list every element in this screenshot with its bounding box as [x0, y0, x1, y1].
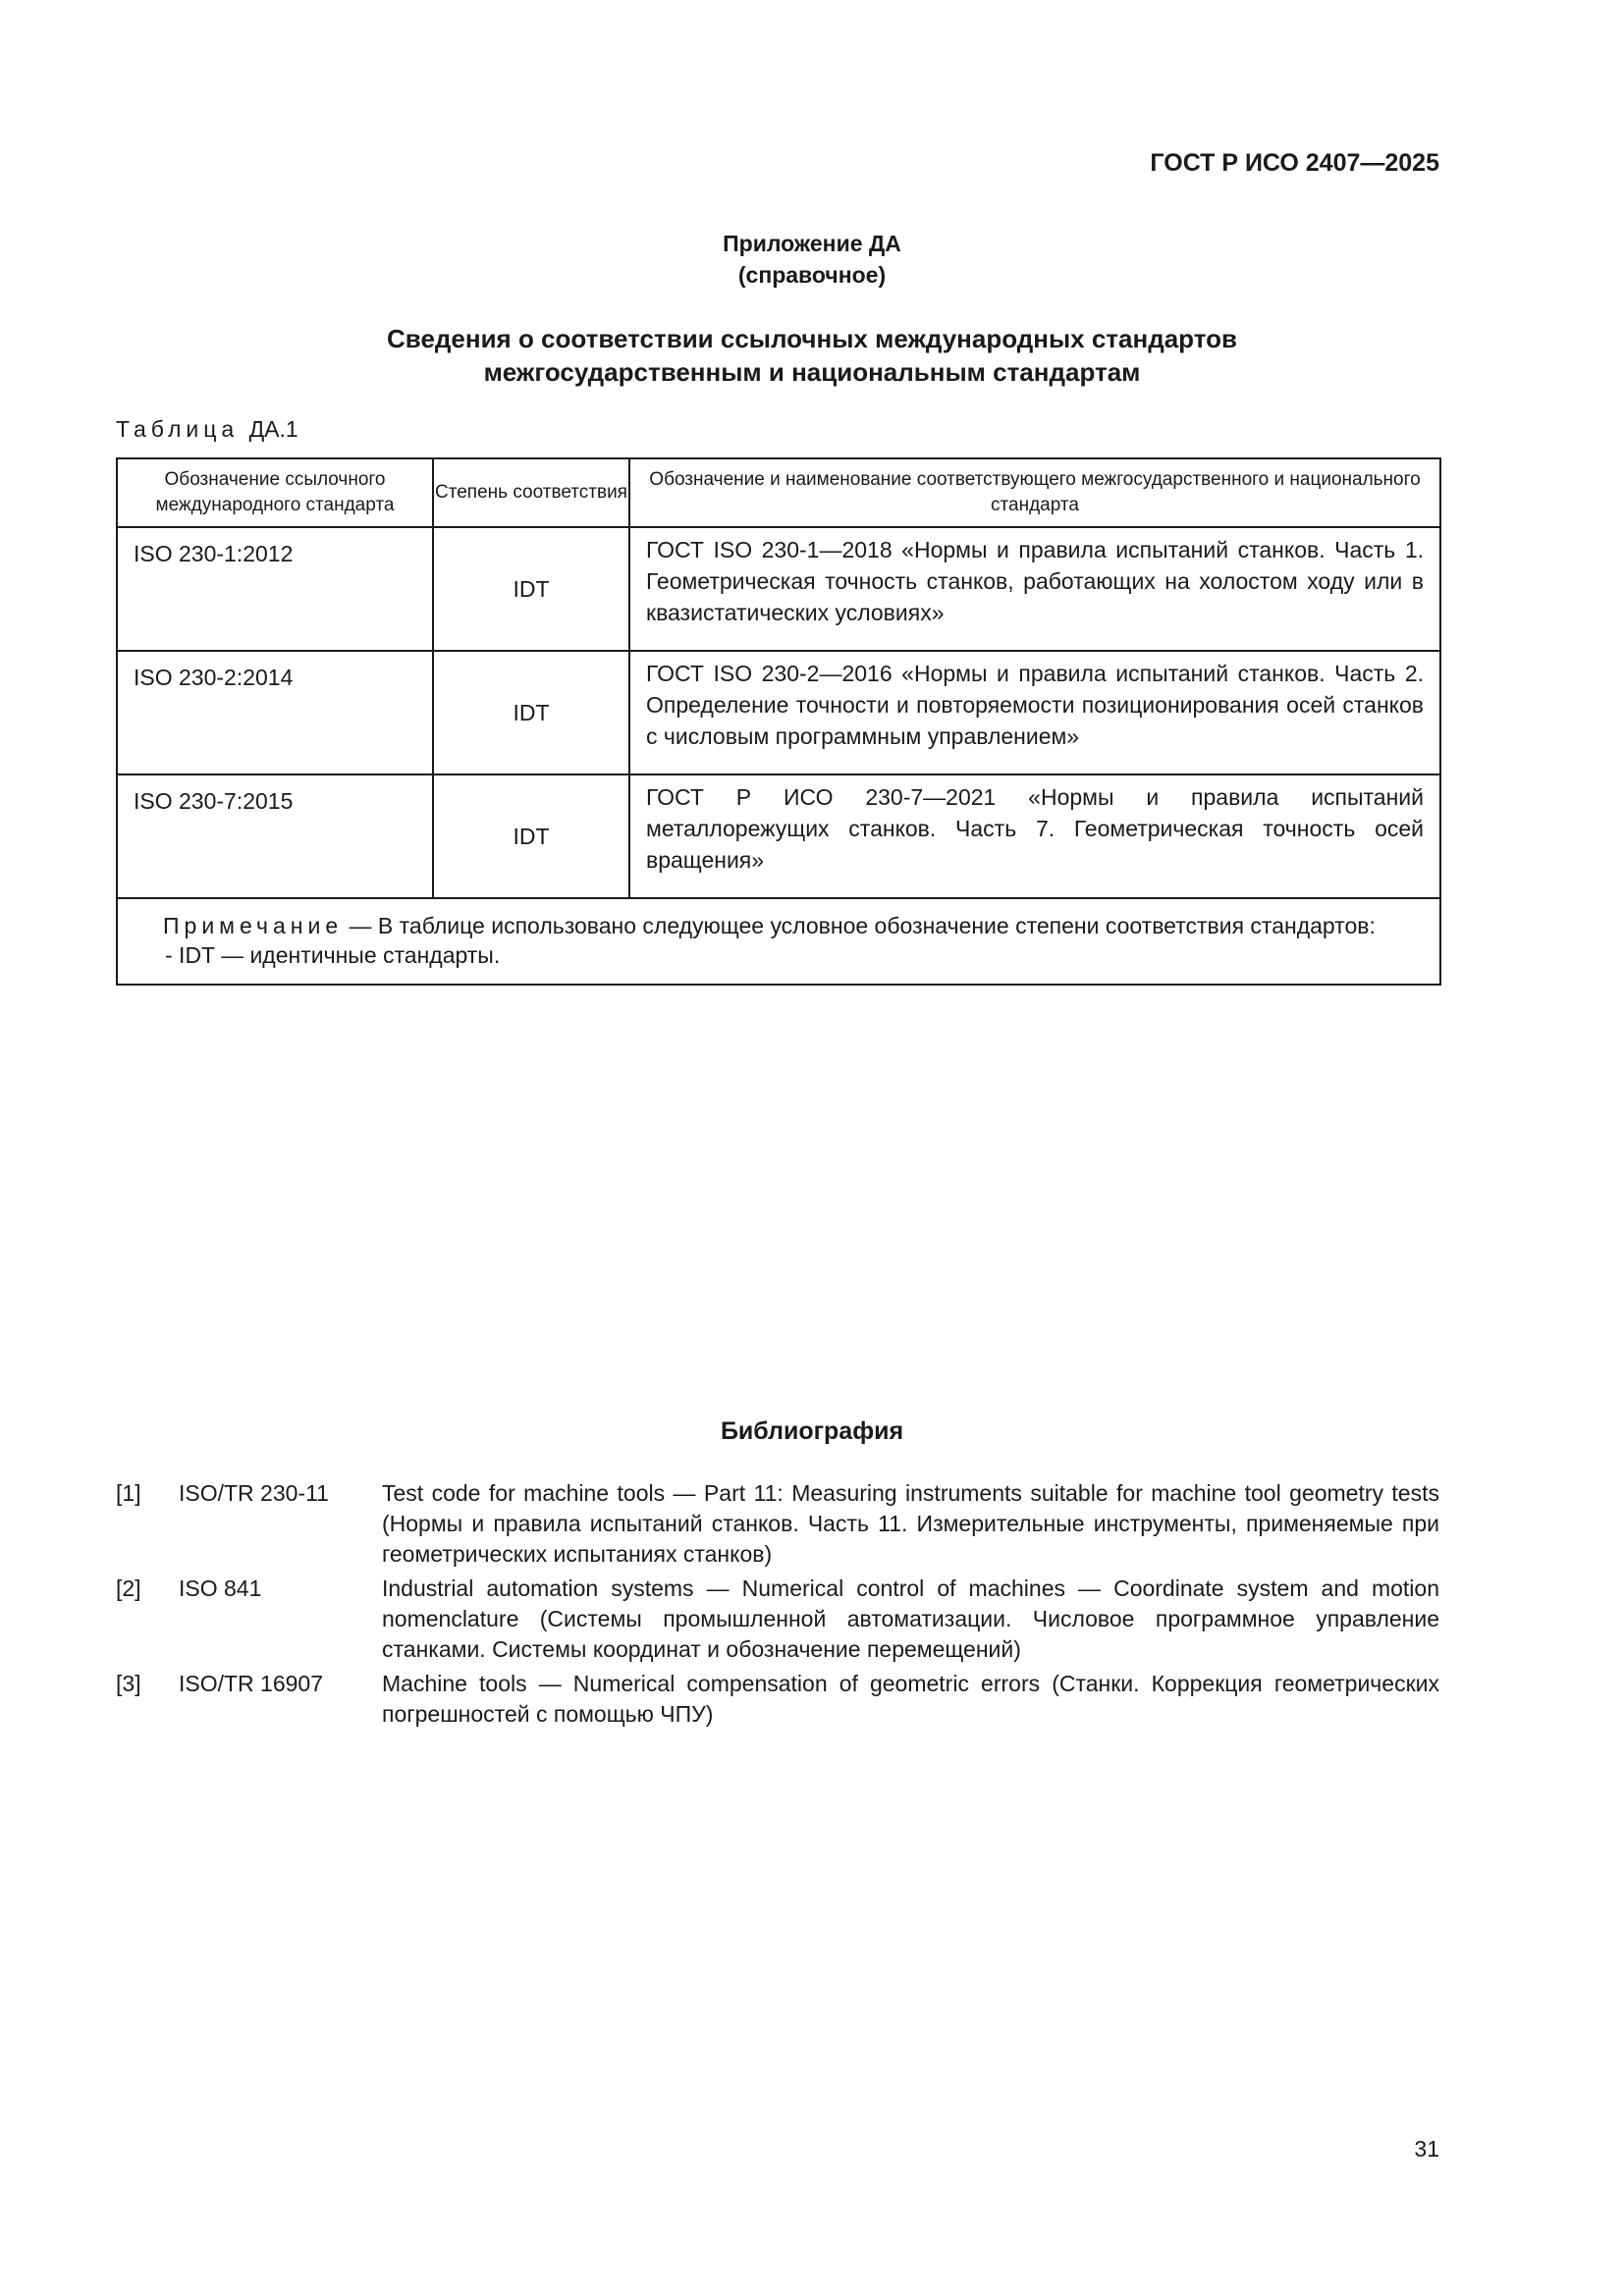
bibliography-number: [3]: [116, 1671, 141, 1696]
annex-kind: (справочное): [737, 262, 887, 288]
bibliography-text: Test code for machine tools — Part 11: Measuring instruments suitable for machine tool geometry tests (Нормы и правила испытаний станков. Часть 11. Измерительные инструменты, применяемые при геометрических испытаниях станков): [382, 1480, 1439, 1567]
note-paragraph: [134, 911, 1424, 940]
table-row: [117, 651, 1440, 774]
note-label: Примечание: [163, 913, 344, 938]
column-header-reference: Обозначение ссылочного международного стандарта: [117, 458, 433, 527]
section-heading-line-2: межгосударственным и национальным стандартам: [483, 357, 1141, 387]
page-number: 31: [1414, 2136, 1439, 2162]
degree-cell: IDT: [433, 527, 629, 651]
standard-cell: ГОСТ ISO 230-1—2018 «Нормы и правила испытаний станков. Часть 1. Геометрическая точность станков, работающих на холостом ходу или в квазистатических условиях»: [629, 527, 1440, 651]
document-code: ГОСТ Р ИСО 2407—2025: [1150, 149, 1439, 177]
table-label-word: Таблица: [116, 416, 240, 442]
column-header-degree: Степень соответствия: [433, 458, 629, 527]
bibliography-code: ISO/TR 230-11: [179, 1480, 329, 1506]
reference-code-cell: ISO 230-2:2014: [117, 651, 433, 774]
annex-title: Приложение ДА: [723, 231, 901, 256]
table-note-row: [117, 898, 1440, 985]
table-header-row: [117, 458, 1440, 527]
table-label-id: ДА.1: [248, 416, 298, 442]
bibliography-item: [116, 1669, 1439, 1732]
correspondence-table: [116, 457, 1441, 986]
reference-code-cell: ISO 230-7:2015: [117, 774, 433, 898]
bibliography-item: [116, 1574, 1439, 1668]
table-label: [116, 416, 298, 443]
section-heading-line-1: Сведения о соответствии ссылочных международных стандартов: [387, 324, 1237, 353]
column-header-standard: Обозначение и наименование соответствующего межгосударственного и национального стандарта: [629, 458, 1440, 527]
bibliography-item: [116, 1478, 1439, 1573]
bibliography-code: ISO/TR 16907: [179, 1671, 324, 1696]
table-row: [117, 774, 1440, 898]
bibliography-number: [1]: [116, 1480, 141, 1506]
standard-cell: ГОСТ Р ИСО 230-7—2021 «Нормы и правила испытаний металлорежущих станков. Часть 7. Геометрическая точность осей вращения»: [629, 774, 1440, 898]
degree-cell: IDT: [433, 774, 629, 898]
bibliography-title: Библиография: [720, 1417, 904, 1445]
table-row: [117, 527, 1440, 651]
bibliography-text: Industrial automation systems — Numerical control of machines — Coordinate system and motion nomenclature (Системы промышленной автоматизации. Числовое программное управление станками. Системы координат и обозначение перемещений): [382, 1575, 1439, 1662]
table-note: [117, 898, 1440, 985]
standard-cell: ГОСТ ISO 230-2—2016 «Нормы и правила испытаний станков. Часть 2. Определение точности и повторяемости позиционирования осей станков с числовым программным управлением»: [629, 651, 1440, 774]
degree-cell: IDT: [433, 651, 629, 774]
note-item: - IDT — идентичные стандарты.: [165, 942, 501, 968]
reference-code-cell: ISO 230-1:2012: [117, 527, 433, 651]
bibliography-code: ISO 841: [179, 1575, 262, 1601]
bibliography-number: [2]: [116, 1575, 141, 1601]
note-text: — В таблице использовано следующее условное обозначение степени соответствия стандартов:: [343, 913, 1376, 938]
bibliography-text: Machine tools — Numerical compensation of geometric errors (Станки. Коррекция геометрических погрешностей с помощью ЧПУ): [382, 1671, 1439, 1727]
